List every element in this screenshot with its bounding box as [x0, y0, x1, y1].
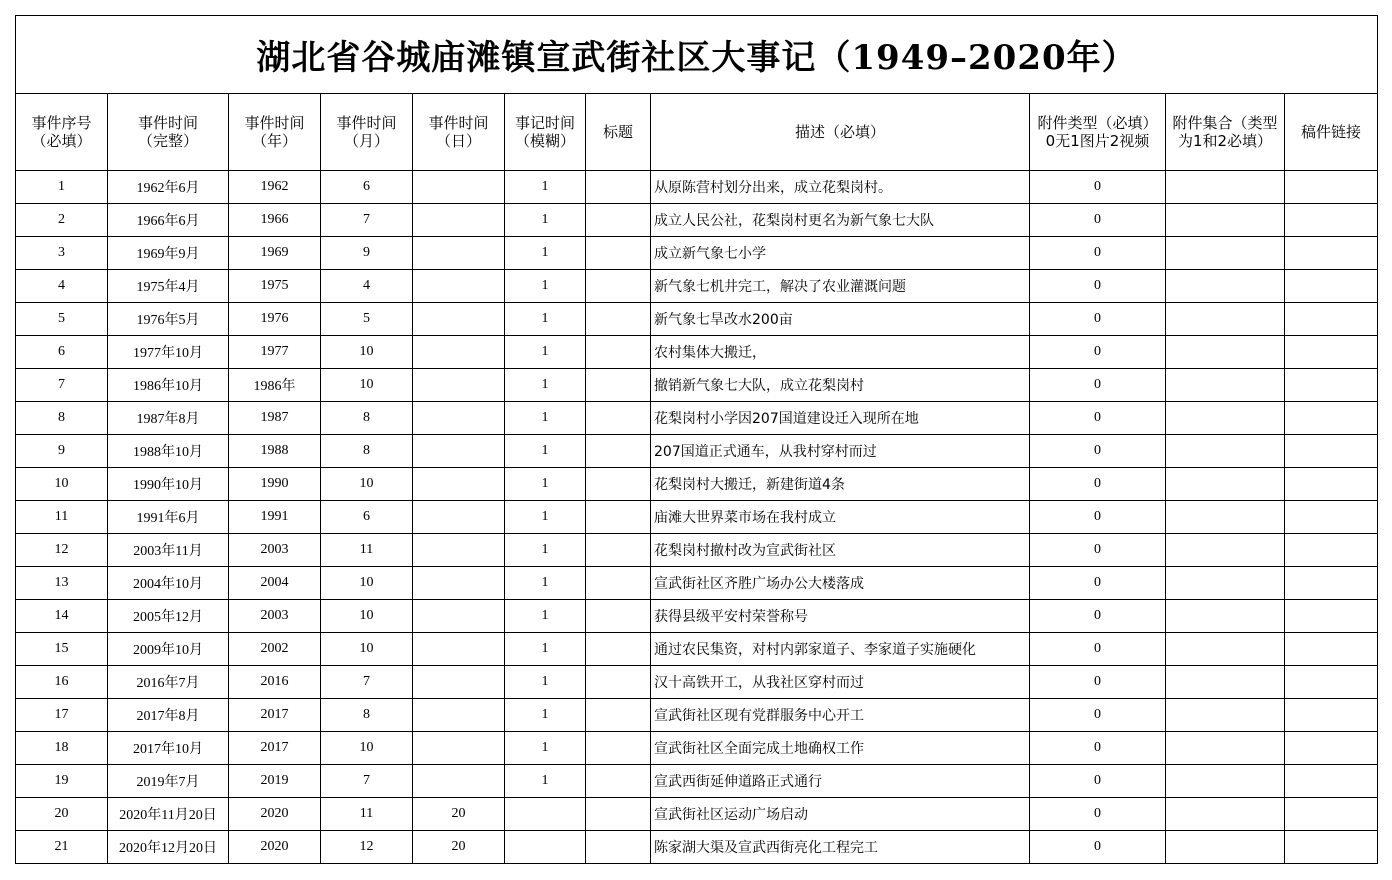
cell-event-seq[interactable]: 8 — [16, 402, 108, 435]
table-row — [16, 204, 1378, 237]
cell-manuscript-link[interactable] — [1285, 402, 1378, 435]
cell-event-time-day[interactable] — [413, 600, 505, 633]
header-text: 附件类型（必填） — [1037, 114, 1158, 132]
table-row — [16, 534, 1378, 567]
cell-record-time-fuzzy[interactable]: 1 — [505, 270, 586, 303]
cell-title[interactable] — [586, 369, 651, 402]
cell-title[interactable] — [586, 204, 651, 237]
cell-event-time-day[interactable] — [413, 534, 505, 567]
cell-record-time-fuzzy[interactable]: 1 — [505, 204, 586, 237]
header-event-time-month[interactable] — [321, 94, 413, 171]
table-row — [16, 402, 1378, 435]
cell-event-time-month[interactable]: 10 — [321, 468, 413, 501]
cell-record-time-fuzzy[interactable]: 1 — [505, 633, 586, 666]
cell-manuscript-link[interactable] — [1285, 468, 1378, 501]
cell-attachment-set[interactable] — [1166, 633, 1285, 666]
cell-attachment-set[interactable] — [1166, 534, 1285, 567]
cell-manuscript-link[interactable] — [1285, 666, 1378, 699]
cell-event-time-year[interactable]: 2019 — [229, 765, 321, 798]
cell-event-time-full[interactable]: 1969年9月 — [108, 237, 229, 270]
header-text: 事件时间 — [428, 114, 489, 132]
header-text: 事件时间 — [336, 114, 397, 132]
cell-title[interactable] — [586, 633, 651, 666]
cell-event-seq[interactable]: 7 — [16, 369, 108, 402]
table-row — [16, 501, 1378, 534]
cell-attachment-type[interactable]: 0 — [1030, 534, 1166, 567]
cell-event-time-full[interactable]: 2020年12月20日 — [108, 831, 229, 864]
cell-event-time-month[interactable]: 11 — [321, 534, 413, 567]
cell-attachment-type[interactable]: 0 — [1030, 600, 1166, 633]
cell-event-time-year[interactable]: 1966 — [229, 204, 321, 237]
cell-event-time-month[interactable]: 8 — [321, 435, 413, 468]
cell-event-time-day[interactable] — [413, 435, 505, 468]
cell-title[interactable] — [586, 732, 651, 765]
cell-title[interactable] — [586, 501, 651, 534]
cell-record-time-fuzzy[interactable]: 1 — [505, 501, 586, 534]
cell-attachment-set[interactable] — [1166, 171, 1285, 204]
cell-event-time-full[interactable]: 2017年10月 — [108, 732, 229, 765]
cell-event-time-day[interactable] — [413, 336, 505, 369]
cell-description[interactable]: 宣武街社区运动广场启动 — [651, 798, 1030, 831]
cell-event-seq[interactable]: 18 — [16, 732, 108, 765]
cell-description[interactable]: 撤销新气象七大队，成立花梨岗村 — [651, 369, 1030, 402]
cell-event-time-full[interactable]: 1977年10月 — [108, 336, 229, 369]
cell-title[interactable] — [586, 831, 651, 864]
cell-manuscript-link[interactable] — [1285, 798, 1378, 831]
cell-event-time-month[interactable]: 5 — [321, 303, 413, 336]
cell-record-time-fuzzy[interactable]: 1 — [505, 534, 586, 567]
cell-description[interactable]: 宣武街社区现有党群服务中心开工 — [651, 699, 1030, 732]
cell-attachment-set[interactable] — [1166, 732, 1285, 765]
header-text: 事件时间 — [244, 114, 305, 132]
table-row — [16, 567, 1378, 600]
header-text: 稿件链接 — [1301, 123, 1362, 141]
header-text: 为1和2必填） — [1177, 132, 1273, 150]
cell-event-seq[interactable]: 19 — [16, 765, 108, 798]
cell-event-time-year[interactable]: 1976 — [229, 303, 321, 336]
cell-event-time-year[interactable]: 1975 — [229, 270, 321, 303]
cell-title[interactable] — [586, 237, 651, 270]
cell-attachment-type[interactable]: 0 — [1030, 402, 1166, 435]
cell-attachment-set[interactable] — [1166, 204, 1285, 237]
events-table — [15, 15, 1378, 864]
cell-description[interactable]: 新气象七旱改水200亩 — [651, 303, 1030, 336]
cell-attachment-set[interactable] — [1166, 237, 1285, 270]
header-attachment-set[interactable] — [1166, 94, 1285, 171]
header-text: 事记时间 — [514, 114, 575, 132]
cell-event-time-full[interactable]: 2005年12月 — [108, 600, 229, 633]
cell-attachment-type[interactable]: 0 — [1030, 171, 1166, 204]
table-row — [16, 633, 1378, 666]
cell-event-seq[interactable]: 15 — [16, 633, 108, 666]
cell-event-seq[interactable]: 13 — [16, 567, 108, 600]
cell-event-time-full[interactable]: 1966年6月 — [108, 204, 229, 237]
sheet-title[interactable]: 湖北省谷城庙滩镇宣武街社区大事记（1949–2020年） — [16, 16, 1378, 94]
cell-event-time-full[interactable]: 1986年10月 — [108, 369, 229, 402]
cell-event-time-full[interactable]: 1962年6月 — [108, 171, 229, 204]
cell-record-time-fuzzy[interactable]: 1 — [505, 336, 586, 369]
table-row — [16, 270, 1378, 303]
cell-manuscript-link[interactable] — [1285, 501, 1378, 534]
cell-description[interactable]: 花梨岗村撤村改为宣武街社区 — [651, 534, 1030, 567]
cell-event-seq[interactable]: 6 — [16, 336, 108, 369]
cell-event-seq[interactable]: 21 — [16, 831, 108, 864]
cell-event-time-year[interactable]: 2017 — [229, 732, 321, 765]
cell-record-time-fuzzy[interactable]: 1 — [505, 468, 586, 501]
cell-event-time-full[interactable]: 1990年10月 — [108, 468, 229, 501]
table-row — [16, 303, 1378, 336]
cell-event-time-year[interactable]: 1962 — [229, 171, 321, 204]
cell-event-time-day[interactable] — [413, 732, 505, 765]
cell-event-time-year[interactable]: 2003 — [229, 600, 321, 633]
header-text: 0无1图片2视频 — [1045, 132, 1150, 150]
table-body — [16, 171, 1378, 864]
table-row — [16, 666, 1378, 699]
cell-event-time-day[interactable] — [413, 699, 505, 732]
cell-event-time-day[interactable] — [413, 369, 505, 402]
table-row — [16, 765, 1378, 798]
cell-event-time-day[interactable] — [413, 765, 505, 798]
cell-event-time-month[interactable]: 10 — [321, 732, 413, 765]
cell-attachment-type[interactable]: 0 — [1030, 732, 1166, 765]
cell-event-seq[interactable]: 16 — [16, 666, 108, 699]
cell-event-time-month[interactable]: 10 — [321, 567, 413, 600]
cell-record-time-fuzzy[interactable]: 1 — [505, 699, 586, 732]
header-text: 标题 — [602, 123, 633, 141]
cell-manuscript-link[interactable] — [1285, 204, 1378, 237]
cell-event-time-month[interactable]: 10 — [321, 600, 413, 633]
cell-manuscript-link[interactable] — [1285, 633, 1378, 666]
cell-record-time-fuzzy[interactable]: 1 — [505, 369, 586, 402]
cell-event-time-day[interactable]: 20 — [413, 831, 505, 864]
cell-event-time-day[interactable] — [413, 567, 505, 600]
cell-title[interactable] — [586, 303, 651, 336]
cell-event-time-month[interactable]: 8 — [321, 699, 413, 732]
cell-attachment-type[interactable]: 0 — [1030, 765, 1166, 798]
cell-attachment-set[interactable] — [1166, 765, 1285, 798]
cell-event-time-full[interactable]: 2017年8月 — [108, 699, 229, 732]
cell-description[interactable]: 花梨岗村小学因207国道建设迁入现所在地 — [651, 402, 1030, 435]
cell-event-seq[interactable]: 14 — [16, 600, 108, 633]
cell-description[interactable]: 207国道正式通车，从我村穿村而过 — [651, 435, 1030, 468]
cell-title[interactable] — [586, 402, 651, 435]
cell-attachment-type[interactable]: 0 — [1030, 468, 1166, 501]
spreadsheet — [15, 15, 1378, 864]
cell-event-seq[interactable]: 3 — [16, 237, 108, 270]
cell-event-time-full[interactable]: 1991年6月 — [108, 501, 229, 534]
cell-event-time-full[interactable]: 2020年11月20日 — [108, 798, 229, 831]
cell-description[interactable]: 陈家湖大渠及宣武西街亮化工程完工 — [651, 831, 1030, 864]
cell-attachment-type[interactable]: 0 — [1030, 633, 1166, 666]
cell-description[interactable]: 农村集体大搬迁， — [651, 336, 1030, 369]
cell-attachment-set[interactable] — [1166, 798, 1285, 831]
table-row — [16, 831, 1378, 864]
cell-event-time-year[interactable]: 2016 — [229, 666, 321, 699]
cell-title[interactable] — [586, 534, 651, 567]
cell-description[interactable]: 花梨岗村大搬迁，新建街道4条 — [651, 468, 1030, 501]
cell-event-time-year[interactable]: 1987 — [229, 402, 321, 435]
cell-description[interactable]: 宣武西街延伸道路正式通行 — [651, 765, 1030, 798]
cell-record-time-fuzzy[interactable]: 1 — [505, 666, 586, 699]
cell-event-time-full[interactable]: 2009年10月 — [108, 633, 229, 666]
cell-attachment-type[interactable]: 0 — [1030, 237, 1166, 270]
header-text: 描述（必填） — [794, 123, 885, 141]
cell-event-time-month[interactable]: 10 — [321, 336, 413, 369]
header-text: 附件集合（类型 — [1172, 114, 1278, 132]
cell-manuscript-link[interactable] — [1285, 831, 1378, 864]
cell-event-time-month[interactable]: 12 — [321, 831, 413, 864]
cell-title[interactable] — [586, 666, 651, 699]
header-title[interactable] — [586, 94, 651, 171]
cell-title[interactable] — [586, 468, 651, 501]
cell-event-time-year[interactable]: 1977 — [229, 336, 321, 369]
cell-manuscript-link[interactable] — [1285, 435, 1378, 468]
table-row — [16, 336, 1378, 369]
cell-event-seq[interactable]: 2 — [16, 204, 108, 237]
cell-event-time-month[interactable]: 6 — [321, 501, 413, 534]
cell-event-time-day[interactable] — [413, 501, 505, 534]
cell-description[interactable]: 新气象七机井完工，解决了农业灌溉问题 — [651, 270, 1030, 303]
cell-attachment-type[interactable]: 0 — [1030, 567, 1166, 600]
cell-description[interactable]: 通过农民集资，对村内郭家道子、李家道子实施硬化 — [651, 633, 1030, 666]
cell-manuscript-link[interactable] — [1285, 600, 1378, 633]
cell-event-time-day[interactable] — [413, 237, 505, 270]
cell-attachment-set[interactable] — [1166, 666, 1285, 699]
cell-event-time-day[interactable] — [413, 303, 505, 336]
cell-event-time-month[interactable]: 10 — [321, 633, 413, 666]
cell-event-time-year[interactable]: 2020 — [229, 831, 321, 864]
cell-event-seq[interactable]: 1 — [16, 171, 108, 204]
cell-attachment-set[interactable] — [1166, 831, 1285, 864]
cell-event-time-day[interactable] — [413, 633, 505, 666]
cell-event-time-year[interactable]: 2017 — [229, 699, 321, 732]
cell-event-time-year[interactable]: 1986年 — [229, 369, 321, 402]
cell-attachment-type[interactable]: 0 — [1030, 831, 1166, 864]
cell-attachment-set[interactable] — [1166, 303, 1285, 336]
cell-attachment-type[interactable]: 0 — [1030, 204, 1166, 237]
cell-manuscript-link[interactable] — [1285, 171, 1378, 204]
cell-description[interactable]: 获得县级平安村荣誉称号 — [651, 600, 1030, 633]
cell-event-time-year[interactable]: 1990 — [229, 468, 321, 501]
cell-event-time-full[interactable]: 2003年11月 — [108, 534, 229, 567]
cell-description[interactable]: 成立人民公社，花梨岗村更名为新气象七大队 — [651, 204, 1030, 237]
table-row — [16, 369, 1378, 402]
header-event-time-full[interactable] — [108, 94, 229, 171]
cell-attachment-set[interactable] — [1166, 699, 1285, 732]
cell-event-time-month[interactable]: 11 — [321, 798, 413, 831]
cell-event-time-year[interactable]: 1988 — [229, 435, 321, 468]
header-text: （日） — [435, 132, 481, 150]
cell-event-time-day[interactable] — [413, 468, 505, 501]
cell-manuscript-link[interactable] — [1285, 270, 1378, 303]
cell-event-seq[interactable]: 5 — [16, 303, 108, 336]
cell-record-time-fuzzy[interactable]: 1 — [505, 765, 586, 798]
cell-attachment-type[interactable]: 0 — [1030, 501, 1166, 534]
cell-record-time-fuzzy[interactable]: 1 — [505, 567, 586, 600]
cell-attachment-set[interactable] — [1166, 369, 1285, 402]
cell-event-time-month[interactable]: 7 — [321, 765, 413, 798]
cell-title[interactable] — [586, 567, 651, 600]
cell-event-time-year[interactable]: 2004 — [229, 567, 321, 600]
table-row — [16, 798, 1378, 831]
cell-title[interactable] — [586, 171, 651, 204]
cell-event-time-day[interactable] — [413, 204, 505, 237]
cell-attachment-type[interactable]: 0 — [1030, 699, 1166, 732]
cell-event-time-year[interactable]: 2002 — [229, 633, 321, 666]
cell-attachment-set[interactable] — [1166, 468, 1285, 501]
cell-record-time-fuzzy[interactable]: 1 — [505, 237, 586, 270]
table-row — [16, 171, 1378, 204]
cell-record-time-fuzzy[interactable]: 1 — [505, 732, 586, 765]
cell-attachment-set[interactable] — [1166, 501, 1285, 534]
header-text: （年） — [251, 132, 297, 150]
cell-title[interactable] — [586, 765, 651, 798]
cell-manuscript-link[interactable] — [1285, 369, 1378, 402]
header-row — [16, 94, 1378, 171]
cell-manuscript-link[interactable] — [1285, 336, 1378, 369]
cell-attachment-type[interactable]: 0 — [1030, 798, 1166, 831]
cell-event-time-day[interactable]: 20 — [413, 798, 505, 831]
cell-title[interactable] — [586, 699, 651, 732]
cell-record-time-fuzzy[interactable]: 1 — [505, 600, 586, 633]
table-row — [16, 600, 1378, 633]
cell-event-time-month[interactable]: 7 — [321, 666, 413, 699]
cell-record-time-fuzzy[interactable]: 1 — [505, 435, 586, 468]
table-row — [16, 468, 1378, 501]
cell-event-time-day[interactable] — [413, 270, 505, 303]
cell-event-seq[interactable]: 11 — [16, 501, 108, 534]
cell-manuscript-link[interactable] — [1285, 699, 1378, 732]
cell-event-seq[interactable]: 4 — [16, 270, 108, 303]
cell-event-time-full[interactable]: 2019年7月 — [108, 765, 229, 798]
table-row — [16, 237, 1378, 270]
cell-event-time-month[interactable]: 10 — [321, 369, 413, 402]
header-manuscript-link[interactable] — [1285, 94, 1378, 171]
cell-attachment-type[interactable]: 0 — [1030, 435, 1166, 468]
cell-description[interactable]: 汉十高铁开工，从我社区穿村而过 — [651, 666, 1030, 699]
cell-attachment-type[interactable]: 0 — [1030, 666, 1166, 699]
cell-manuscript-link[interactable] — [1285, 765, 1378, 798]
cell-attachment-type[interactable]: 0 — [1030, 303, 1166, 336]
cell-title[interactable] — [586, 336, 651, 369]
table-row — [16, 699, 1378, 732]
header-description[interactable] — [651, 94, 1030, 171]
cell-event-time-full[interactable]: 1988年10月 — [108, 435, 229, 468]
cell-event-time-full[interactable]: 1976年5月 — [108, 303, 229, 336]
cell-event-time-day[interactable] — [413, 171, 505, 204]
cell-description[interactable]: 庙滩大世界菜市场在我村成立 — [651, 501, 1030, 534]
cell-attachment-type[interactable]: 0 — [1030, 336, 1166, 369]
cell-manuscript-link[interactable] — [1285, 303, 1378, 336]
cell-event-time-year[interactable]: 1969 — [229, 237, 321, 270]
header-text: （必填） — [31, 132, 92, 150]
table-row — [16, 435, 1378, 468]
cell-event-time-year[interactable]: 2003 — [229, 534, 321, 567]
cell-description[interactable]: 从原陈营村划分出来，成立花梨岗村。 — [651, 171, 1030, 204]
cell-manuscript-link[interactable] — [1285, 567, 1378, 600]
cell-event-time-full[interactable]: 1975年4月 — [108, 270, 229, 303]
header-record-time-fuzzy[interactable] — [505, 94, 586, 171]
cell-title[interactable] — [586, 600, 651, 633]
cell-description[interactable]: 成立新气象七小学 — [651, 237, 1030, 270]
cell-event-seq[interactable]: 10 — [16, 468, 108, 501]
cell-record-time-fuzzy[interactable] — [505, 798, 586, 831]
cell-record-time-fuzzy[interactable] — [505, 831, 586, 864]
header-text: 事件时间 — [137, 114, 198, 132]
header-attachment-type[interactable] — [1030, 94, 1166, 171]
cell-title[interactable] — [586, 798, 651, 831]
cell-event-time-month[interactable]: 7 — [321, 204, 413, 237]
cell-event-time-month[interactable]: 6 — [321, 171, 413, 204]
cell-attachment-set[interactable] — [1166, 435, 1285, 468]
cell-record-time-fuzzy[interactable]: 1 — [505, 402, 586, 435]
cell-manuscript-link[interactable] — [1285, 237, 1378, 270]
cell-event-time-full[interactable]: 2004年10月 — [108, 567, 229, 600]
cell-record-time-fuzzy[interactable]: 1 — [505, 303, 586, 336]
cell-event-time-month[interactable]: 9 — [321, 237, 413, 270]
header-text: （完整） — [137, 132, 198, 150]
cell-attachment-set[interactable] — [1166, 402, 1285, 435]
header-text: （模糊） — [514, 132, 575, 150]
cell-manuscript-link[interactable] — [1285, 534, 1378, 567]
header-text: （月） — [343, 132, 389, 150]
cell-event-seq[interactable]: 9 — [16, 435, 108, 468]
cell-event-time-year[interactable]: 2020 — [229, 798, 321, 831]
cell-event-time-full[interactable]: 1987年8月 — [108, 402, 229, 435]
table-row — [16, 732, 1378, 765]
header-text: 事件序号 — [31, 114, 92, 132]
cell-event-seq[interactable]: 17 — [16, 699, 108, 732]
cell-attachment-type[interactable]: 0 — [1030, 270, 1166, 303]
cell-event-seq[interactable]: 20 — [16, 798, 108, 831]
header-event-time-day[interactable] — [413, 94, 505, 171]
cell-event-time-year[interactable]: 1991 — [229, 501, 321, 534]
cell-attachment-set[interactable] — [1166, 567, 1285, 600]
cell-event-time-day[interactable] — [413, 402, 505, 435]
cell-attachment-type[interactable]: 0 — [1030, 369, 1166, 402]
cell-attachment-set[interactable] — [1166, 600, 1285, 633]
cell-manuscript-link[interactable] — [1285, 732, 1378, 765]
cell-event-seq[interactable]: 12 — [16, 534, 108, 567]
cell-description[interactable]: 宣武街社区全面完成土地确权工作 — [651, 732, 1030, 765]
cell-attachment-set[interactable] — [1166, 336, 1285, 369]
cell-event-time-month[interactable]: 8 — [321, 402, 413, 435]
header-event-seq[interactable] — [16, 94, 108, 171]
cell-event-time-day[interactable] — [413, 666, 505, 699]
header-event-time-year[interactable] — [229, 94, 321, 171]
cell-attachment-set[interactable] — [1166, 270, 1285, 303]
cell-event-time-month[interactable]: 4 — [321, 270, 413, 303]
cell-event-time-full[interactable]: 2016年7月 — [108, 666, 229, 699]
cell-title[interactable] — [586, 435, 651, 468]
cell-record-time-fuzzy[interactable]: 1 — [505, 171, 586, 204]
cell-title[interactable] — [586, 270, 651, 303]
cell-description[interactable]: 宣武街社区齐胜广场办公大楼落成 — [651, 567, 1030, 600]
